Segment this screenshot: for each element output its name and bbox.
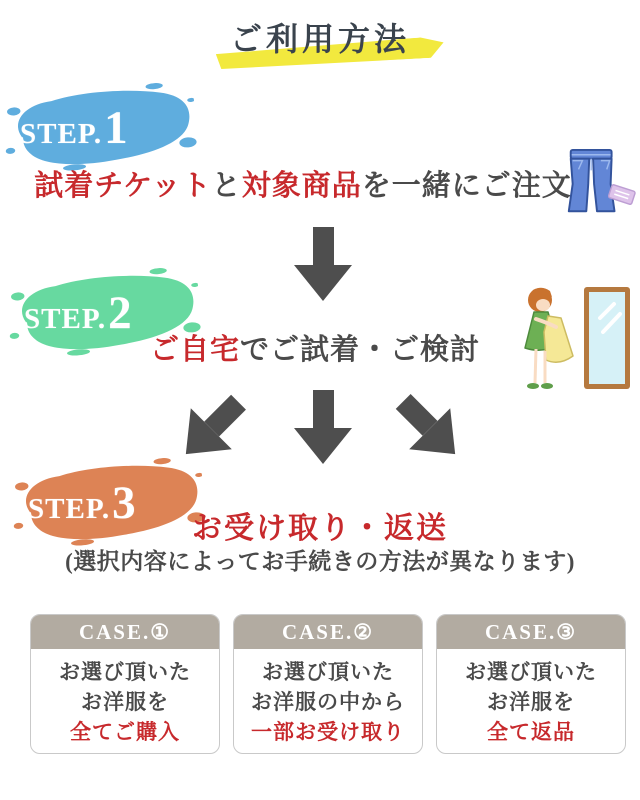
step3-heading: お受け取り・返送 bbox=[192, 512, 448, 545]
case1-line3: 全てご購入 bbox=[70, 720, 180, 744]
step3-note: (選択内容によってお手続きの方法が異なります) bbox=[65, 549, 575, 574]
down-right-arrow-icon bbox=[382, 381, 475, 474]
step1-text-red-1: 試着チケット bbox=[34, 170, 212, 202]
step2-text-dark: でご試着・ご検討 bbox=[240, 334, 481, 366]
step-label-prefix: STEP. bbox=[24, 303, 107, 335]
case1-body bbox=[31, 649, 219, 747]
step2-text-red: ご自宅 bbox=[149, 334, 240, 366]
case3-line3: 全て返品 bbox=[487, 720, 575, 744]
case2-body bbox=[234, 649, 422, 747]
step-label-number: 3 bbox=[112, 477, 136, 529]
jeans-with-tag-icon bbox=[556, 147, 638, 219]
case2-line2: お洋服の中から bbox=[251, 690, 405, 714]
case3-line1: お選び頂いた bbox=[465, 660, 597, 684]
case1-header: CASE.① bbox=[31, 615, 219, 649]
case3-body bbox=[437, 649, 625, 747]
step-label-prefix: STEP. bbox=[20, 118, 103, 150]
case2-line1: お選び頂いた bbox=[262, 660, 394, 684]
step-label-prefix: STEP. bbox=[28, 493, 111, 525]
case3-line2: お洋服を bbox=[487, 690, 575, 714]
step1-text-dark-1: と bbox=[211, 170, 242, 202]
page-header bbox=[0, 14, 640, 60]
case1-line2: お洋服を bbox=[81, 690, 169, 714]
case-list bbox=[30, 614, 626, 754]
step3-label bbox=[28, 476, 136, 530]
case-box-1 bbox=[30, 614, 220, 754]
step1-text-red-2: 対象商品 bbox=[241, 170, 362, 202]
step1-label bbox=[20, 101, 128, 155]
step1-badge bbox=[4, 88, 196, 168]
case1-line1: お選び頂いた bbox=[59, 660, 191, 684]
case2-line3: 一部お受け取り bbox=[251, 720, 405, 744]
step-label-number: 2 bbox=[108, 287, 132, 339]
step1-text-dark-2: を一緒にご注文 bbox=[361, 170, 572, 202]
step1-description bbox=[0, 163, 640, 204]
case2-header: CASE.② bbox=[234, 615, 422, 649]
step-label-number: 1 bbox=[104, 102, 128, 154]
step2-label bbox=[24, 286, 132, 340]
case-box-2 bbox=[233, 614, 423, 754]
page-title: ご利用方法 bbox=[229, 21, 410, 57]
down-arrow-icon bbox=[294, 390, 352, 464]
down-arrow-icon bbox=[294, 227, 352, 301]
woman-mirror-icon bbox=[502, 282, 636, 395]
case3-header: CASE.③ bbox=[437, 615, 625, 649]
case-box-3 bbox=[436, 614, 626, 754]
